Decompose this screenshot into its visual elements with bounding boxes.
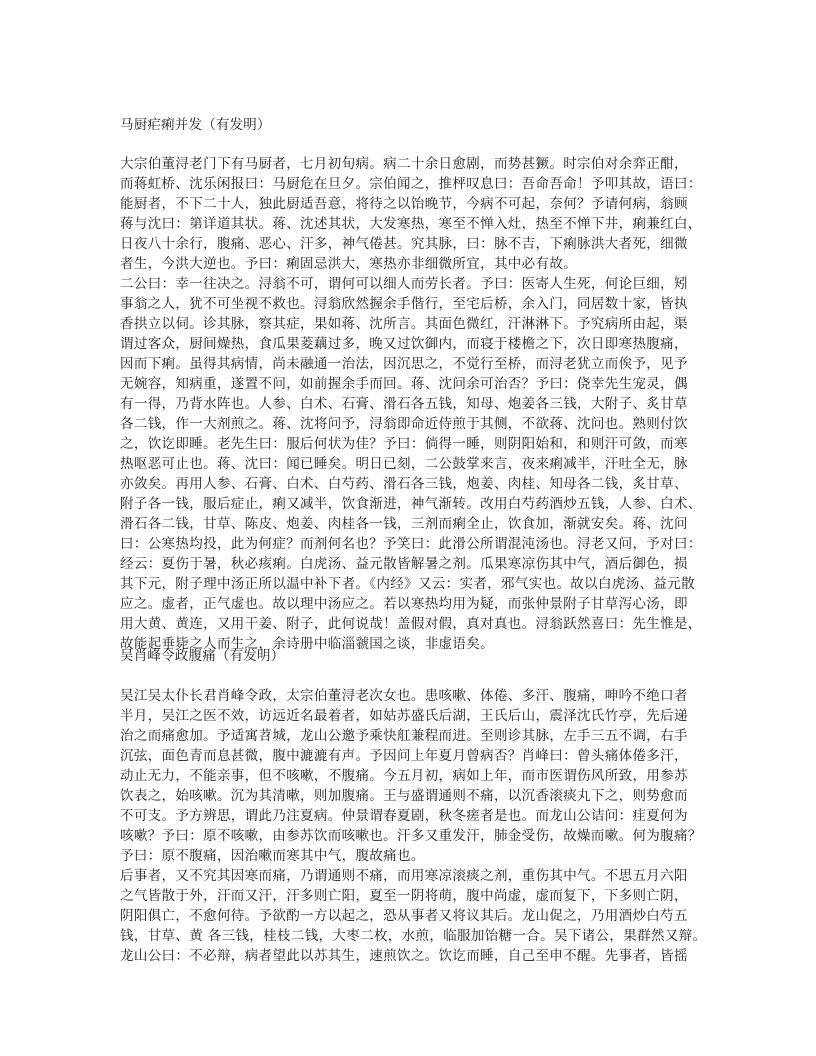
section-2-paragraph-1: 吴江吴太仆长君肖峰令政，太宗伯董浔老次女也。患咳嗽、体倦、多汗、腹痛，呻吟不绝口者 半月，吴江之医不效，访远近名最着者，如姑苏盛氏后湖，王氏后山，震泽沈氏竹亭，先后递 治之而痛愈加。予适寓苕城，龙山公邀予乘快舡兼程而进。至则诊其脉，左手三五不调，右手 沉弦，面色青而息甚微，腹中漉漉有声。予因问上年夏月曾病否？肖峰曰：曾头痛体倦多汗， 动止无力，不能亲事，但不咳嗽，不腹痛。今五月初，病如上年，而市医谓伤风所致，用参苏 饮表之，始咳嗽。沉为其清嗽，则加腹痛。王与盛谓通则不痛，以沉香滚痰丸下之，则势愈而 不可支。予方辨思，谓此乃注夏病。仲景谓春夏剧，秋冬瘥者是也。而龙山公诘问：疰夏何为 咳嗽？予曰：原不咳嗽，由参苏饮而咳嗽也。汗多又重发汗，肺金受伤，故燥而嗽。何为腹痛？ 予曰：原不腹痛，因治嗽而寒其中气，腹故痛也。 bbox=[120, 688, 702, 864]
section-2-paragraph-3: 龙山公曰：不必辩，病者望此以苏其生，速煎饮之。饮讫而睡，自己至申不醒。先事者，皆摇 bbox=[120, 948, 688, 964]
section-2-title: 吴肖峰令政腹痛（有发明） bbox=[120, 648, 285, 664]
section-1-paragraph-1: 大宗伯董浔老门下有马厨者，七月初旬病。病二十余日愈剧，而势甚獗。时宗伯对余弈正酣， 而蒋虹桥、沈乐闲报曰：马厨危在旦夕。宗伯闻之，推枰叹息曰：吾命吾命！予叩其故，语曰： 能厨者，不下二十人，独此厨适吾意，将待之以饴晚节，今病不可起，奈何？予请何病，翁顾 蒋与沈曰：第详道其状。蒋、沈述其状，大发寒热，寒至不惮入灶，热至不惮下井，痢兼红白， 日夜八十余行，腹痛、恶心、汗多，神气倦甚。究其脉，曰：脉不吉，下痢脉洪大者死，细微 者生，今洪大逆也。予曰：痢固忌洪大，寒热亦非细微所宜，其中必有故。 bbox=[120, 156, 702, 272]
section-1-title: 马厨疟痢并发（有发明） bbox=[120, 117, 271, 133]
section-1-paragraph-2: 二公曰：幸一往决之。浔翁不可，谓何可以细人而劳长者。予曰：医寄人生死，何论巨细，矧 事翁之人，犹不可坐视不救也。浔翁欣然握余手偕行，至宅后桥，余入门，同居数十家，皆执 香拱立以伺。诊其脉，察其症，果如蒋、沈所言。其面色微红，汗淋淋下。予究病所由起，渠 谓过客众，厨间燥热，食瓜果菱藕过多，晚又过饮御内，而寝于楼檐之下，次日即寒热腹痛， 因而下痢。虽得其病情，尚未融通一治法，因沉思之，不觉行至桥，而浔老犹立而俟予，见予 无婉容，知病重，遂置不问，如前握余手而回。蒋、沈问余可治否？予曰：侥幸先生宠灵，偶 有一得，乃背水阵也。人参、白术、石膏、滑石各五钱，知母、炮姜各三钱，大附子、炙甘草 各二钱，作一大剂煎之。蒋、沈将问予，浔翁即命近侍煎于其侧，不欲蒋、沈问也。熟则付饮 之，饮讫即睡。老先生曰：服后何状为佳？予曰：倘得一睡，则阴阳始和，和则汗可敛，而寒 热呕恶可止也。蒋、沈曰：闻已睡矣。明日已刻，二公鼓掌来言，夜来痢减半，汗吐全无，脉 亦敛矣。再用人参、石膏、白术、白芍药、滑石各三钱，炮姜、肉桂、知母各二钱，炙甘草、 附子各一钱，服后症止，痢又减半，饮食渐进，神气渐转。改用白芍药酒炒五钱，人参、白术、 滑石各二钱，甘草、陈皮、炮姜、肉桂各一钱，三剂而痢全止，饮食加，渐就安矣。蒋、沈问 曰：公寒热均投，此为何症？而剂何名也？予笑曰：此滑公所谓混沌汤也。浔老又问，予对曰： 经云：夏伤于暑，秋必痎痢。白虎汤、益元散皆解暑之剂。瓜果寒凉伤其中气，酒后御色，损 其下元，附子理中汤正所以温中补下者。《内经》又云：实者，邪气实也。故以白虎汤、益元散 应之。虚者，正气虚也。故以理中汤应之。若以寒热均用为疑，而张仲景附子甘草泻心汤，即 用大黄、黄连，又用干姜、附子，此何说哉！盖假对假，真对真也。浔翁跃然喜曰：先生惟是， 故能起垂毙之人而生之，余诗册中临淄虢国之谈，非虚语矣。 bbox=[120, 276, 702, 652]
section-2-paragraph-2: 后事者，又不究其因寒而痛，乃谓通则不痛，而用寒凉滚痰之剂，重伤其中气。不思五月六阳 之气皆散于外，汗而又汗，汗多则亡阳，夏至一阴将萌，腹中尚虚，虚而复下，下多则亡阴， 阴阳俱亡，不愈何待。予欲酌一方以起之，恐从事者又将议其后。龙山促之，乃用酒炒白芍五 钱，甘草、黄 各三钱，桂枝二钱，大枣二枚，水煎，临服加饴糖一合。吴下诸公，果群然又辩。 bbox=[120, 868, 707, 944]
